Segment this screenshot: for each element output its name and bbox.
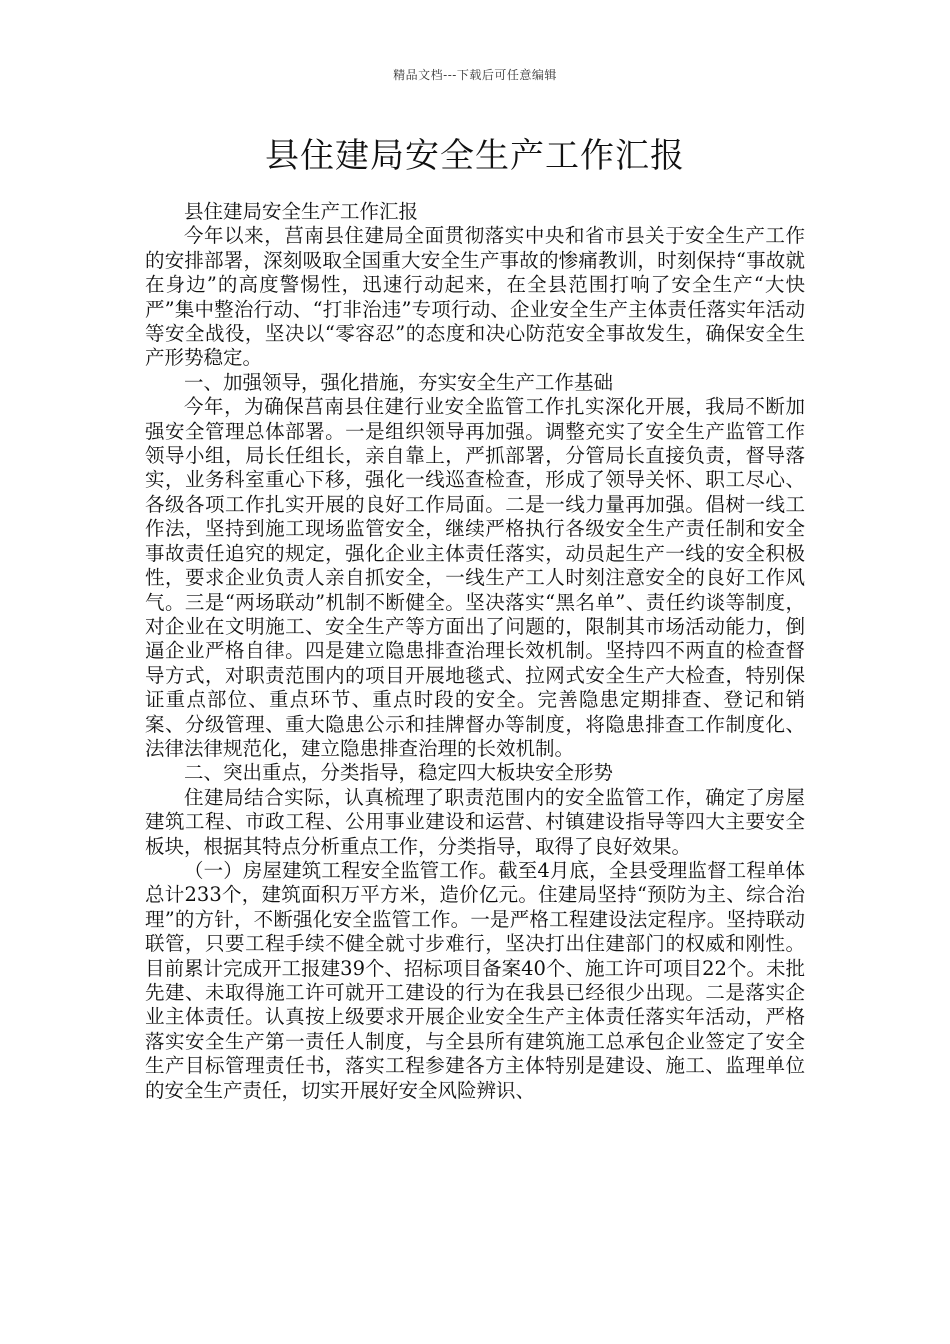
paragraph-section-1: 今年，为确保莒南县住建行业安全监管工作扎实深化开展，我局不断加强安全管理总体部署。一是组织领导再加强。调整充实了安全生产监管工作领导小组，局长任组长，亲自靠上，严抓部署，分管局长直接负责，督导落实，业务科室重心下移，强化一线巡查检查，形成了领导关怀、职工尽心、各级各项工作扎实开展的良好工作局面。二是一线力量再加强。倡树一线工作法，坚持到施工现场监管安全，继续严格执行各级安全生产责任制和安全事故责任追究的规定，强化企业主体责任落实，动员起生产一线的安全积极性，要求企业负责人亲自抓安全，一线生产工人时刻注意安全的良好工作风气。三是“两场联动”机制不断健全。坚决落实“黑名单”、责任约谈等制度，对企业在文明施工、安全生产等方面出了问题的，限制其市场活动能力，倒逼企业严格自律。四是建立隐患排查治理长效机制。坚持四不两直的检查督导方式，对职责范围内的项目开展地毯式、拉网式安全生产大检查，特别保证重点部位、重点环节、重点时段的安全。完善隐患定期排查、登记和销案、分级管理、重大隐患公示和挂牌督办等制度，将隐患排查工作制度化、法律法律规范化，建立隐患排查治理的长效机制。 (145, 395, 805, 760)
paragraph-intro: 今年以来，莒南县住建局全面贯彻落实中央和省市县关于安全生产工作的安排部署，深刻吸取全国重大安全生产事故的惨痛教训，时刻保持“事故就在身边”的高度警惕性，迅速行动起来，在全县范围打响了安全生产“大快严”集中整治行动、“打非治违”专项行动、企业安全生产主体责任落实年活动等安全战役，坚决以“零容忍”的态度和决心防范安全事故发生，确保安全生产形势稳定。 (145, 224, 805, 370)
document-body (145, 200, 805, 1103)
paragraph-subsection-1: （一）房屋建筑工程安全监管工作。截至4月底，全县受理监督工程单体总计233个，建筑面积万平方米，造价亿元。住建局坚持“预防为主、综合治理”的方针，不断强化安全监管工作。一是严格工程建设法定程序。坚持联动联管，只要工程手续不健全就寸步难行，坚决打出住建部门的权威和刚性。目前累计完成开工报建39个、招标项目备案40个、施工许可项目22个。未批先建、未取得施工许可就开工建设的行为在我县已经很少出现。二是落实企业主体责任。认真按上级要求开展企业安全生产主体责任落实年活动，严格落实安全生产第一责任人制度，与全县所有建筑施工总承包企业签定了安全生产目标管理责任书，落实工程参建各方主体特别是建设、施工、监理单位的安全生产责任，切实开展好安全风险辨识、 (145, 858, 805, 1102)
header-note: 精品文档---下载后可任意编辑 (393, 68, 557, 82)
paragraph-subtitle: 县住建局安全生产工作汇报 (184, 200, 419, 223)
section-heading-1: 一、加强领导，强化措施，夯实安全生产工作基础 (184, 370, 614, 394)
section-heading-2: 二、突出重点，分类指导，稳定四大板块安全形势 (184, 761, 614, 785)
paragraph-section-2: 住建局结合实际，认真梳理了职责范围内的安全监管工作，确定了房屋建筑工程、市政工程、公用事业建设和运营、村镇建设指导等四大主要安全板块，根据其特点分析重点工作，分类指导，取得了良好效果。 (145, 785, 805, 858)
document-title: 县住建局安全生产工作汇报 (265, 136, 685, 176)
